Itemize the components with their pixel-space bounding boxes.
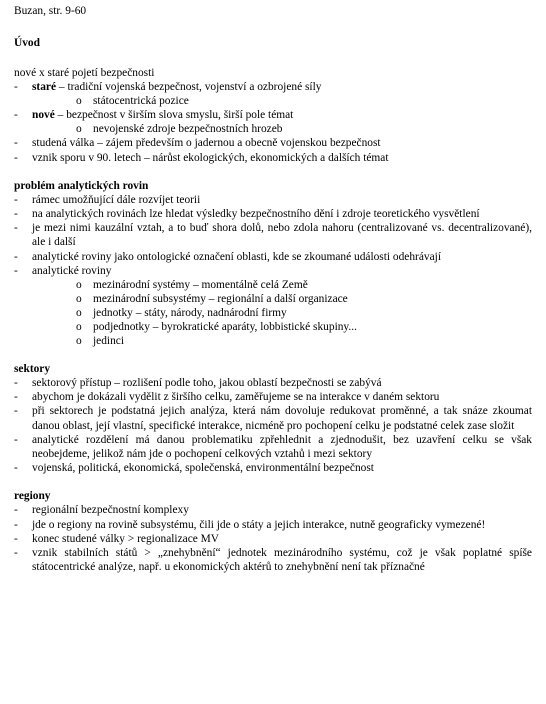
list-item: - při sektorech je podstatná jejich analýza, která nám dovoluje redukovat proměnné, a tak snáze zkoumat danou oblast, její vlastní, specifické interakce, nicméně pro pochopení celku je podstatné celek zase složit bbox=[14, 404, 532, 432]
list-item: - jde o regiony na rovině subsystému, čili jde o státy a jejich interakce, nutně geograficky vymezené! bbox=[14, 518, 532, 532]
list-item: - vznik stabilních států > „znehybnění“ jednotek mezinárodního systému, což je však poplatné spíše státocentrické analýze, např. u ekonomických aktérů to znehybnění není tak příznačné bbox=[14, 546, 532, 574]
list-item: - nové – bezpečnost v širším slova smyslu, širší pole témat bbox=[14, 108, 532, 122]
level-item: o jedinci bbox=[14, 334, 532, 348]
list-item: - konec studené války > regionalizace MV bbox=[14, 532, 532, 546]
source-reference: Buzan, str. 9-60 bbox=[14, 5, 87, 17]
list-item: - rámec umožňující dále rozvíjet teorii bbox=[14, 193, 532, 207]
list-item: - sektorový přístup – rozlišení podle toho, jakou oblastí bezpečnosti se zabývá bbox=[14, 376, 532, 390]
heading-sektory: sektory bbox=[14, 363, 51, 376]
level-item: o podjednotky – byrokratické aparáty, lobbistické skupiny... bbox=[14, 320, 532, 334]
heading-regiony: regiony bbox=[14, 490, 51, 503]
list-item: - na analytických rovinách lze hledat výsledky bezpečnostního dění i zdroje teoretického vysvětlení bbox=[14, 207, 532, 221]
level-item: o mezinárodní systémy – momentálně celá Země bbox=[14, 278, 532, 292]
list-subitem: o nevojenské zdroje bezpečnostních hrozeb bbox=[14, 122, 532, 136]
list-item: - staré – tradiční vojenská bezpečnost, vojenství a ozbrojené síly bbox=[14, 80, 532, 94]
heading-uvod: Úvod bbox=[14, 37, 40, 49]
list-subitem: o státocentrická pozice bbox=[14, 94, 532, 108]
list-item: - vojenská, politická, ekonomická, společenská, environmentální bezpečnost bbox=[14, 461, 532, 475]
list-item: - regionální bezpečnostní komplexy bbox=[14, 503, 532, 517]
list-item: - je mezi nimi kauzální vztah, a to buď shora dolů, nebo zdola nahoru (centralizované vs. decentralizované), ale i další bbox=[14, 221, 532, 249]
list-item: - studená válka – zájem především o jadernou a obecně vojenskou bezpečnost bbox=[14, 136, 532, 150]
list-item: - vznik sporu v 90. letech – nárůst ekologických, ekonomických a dalších témat bbox=[14, 151, 532, 165]
uvod-intro: nové x staré pojetí bezpečnosti bbox=[14, 67, 155, 79]
level-item: o jednotky – státy, národy, nadnárodní firmy bbox=[14, 306, 532, 320]
list-item: - abychom je dokázali vydělit z širšího celku, zaměřujeme se na interakce v daném sektoru bbox=[14, 390, 532, 404]
heading-rovin: problém analytických rovin bbox=[14, 179, 149, 192]
level-item: o mezinárodní subsystémy – regionální a další organizace bbox=[14, 292, 532, 306]
list-item: - analytické rozdělení má danou problematiku zpřehlednit a zjednodušit, bez uzavření celku se však neobejdeme, jelikož nám jde o pochopení celkových vztahů i mezi sektory bbox=[14, 433, 532, 461]
list-item: - analytické roviny bbox=[14, 264, 532, 278]
list-item: - analytické roviny jako ontologické označení oblasti, kde se zkoumané události odehrávají bbox=[14, 250, 532, 264]
